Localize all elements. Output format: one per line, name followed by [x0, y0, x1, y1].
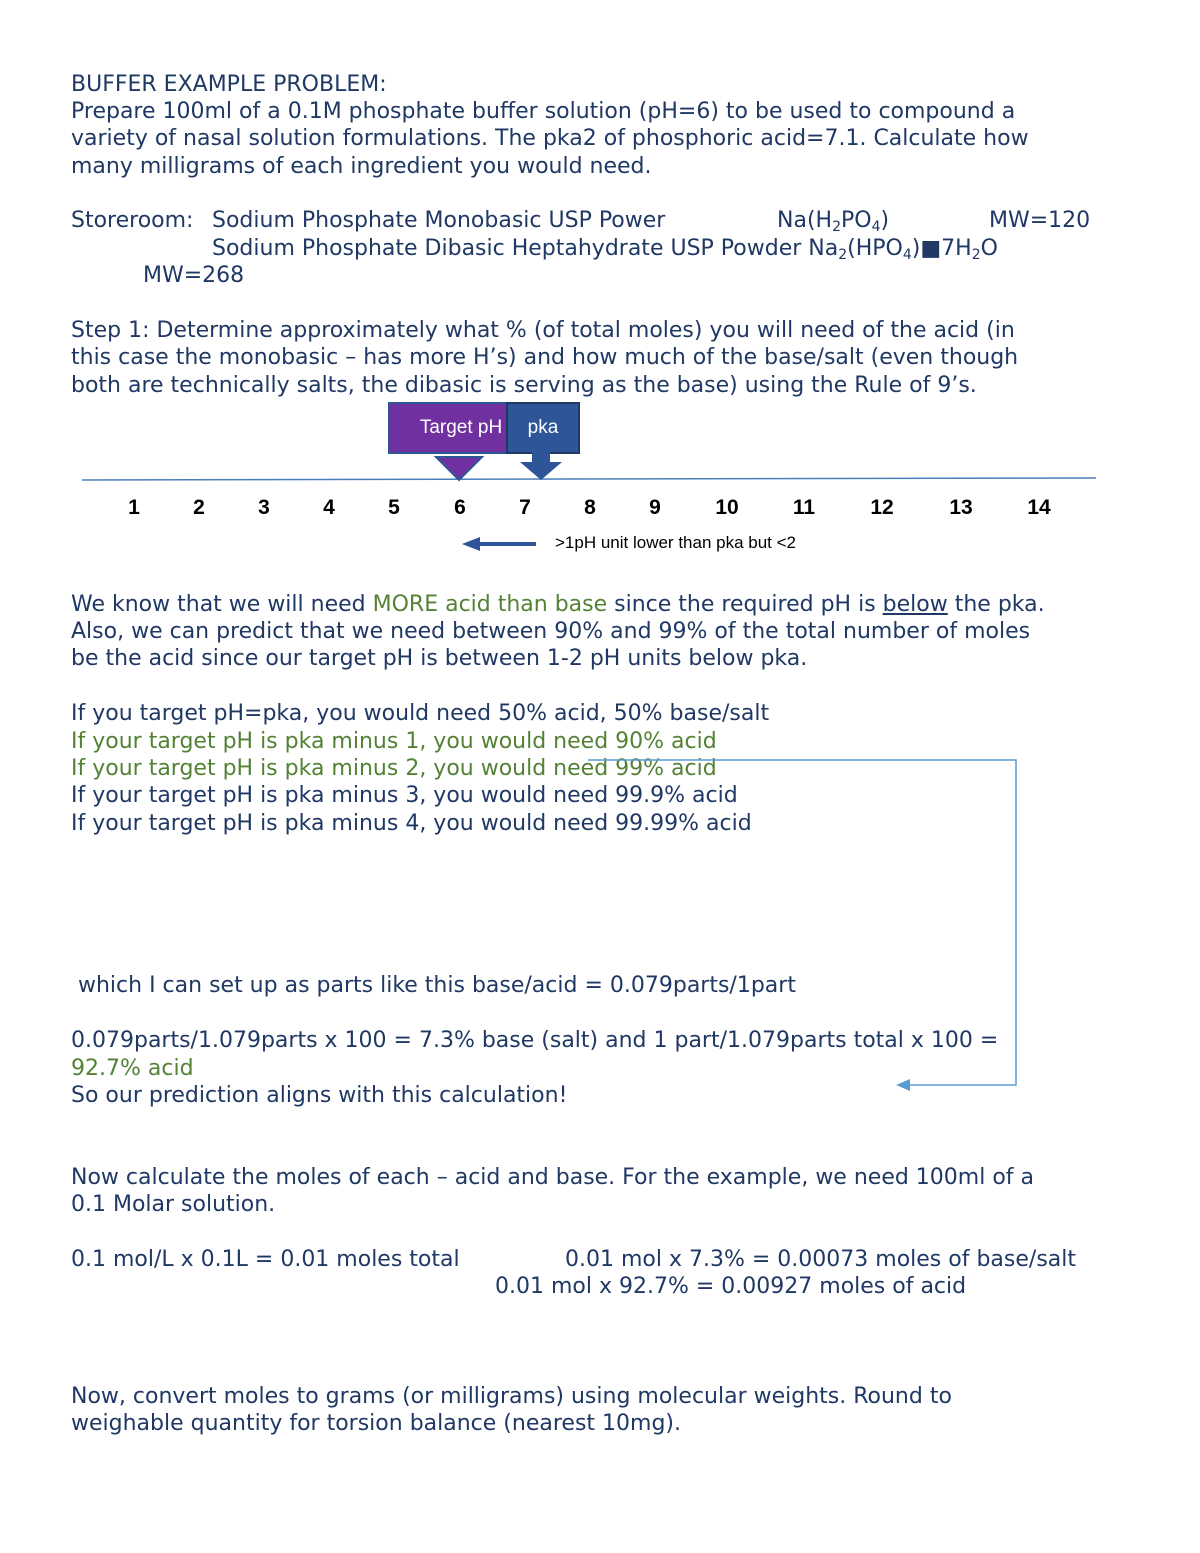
- storeroom-item-1: Sodium Phosphate Monobasic USP Power: [212, 208, 666, 233]
- calc-line-2: 92.7% acid: [71, 1056, 194, 1081]
- tick-8: 8: [584, 496, 596, 519]
- storeroom-label: Storeroom:: [71, 208, 194, 233]
- calc-line-1: 0.079parts/1.079parts x 100 = 7.3% base (salt) and 1 part/1.079parts total x 100 =: [71, 1028, 999, 1053]
- target-ph-box: Target pH: [388, 402, 534, 454]
- para2-line-3: be the acid since our target pH is between 1-2 pH units below pka.: [71, 646, 808, 671]
- problem-title: BUFFER EXAMPLE PROBLEM:: [71, 72, 387, 97]
- storeroom-item-1-formula: $Na(H_2PO_4)$: [777, 208, 890, 235]
- tick-5: 5: [388, 496, 400, 519]
- rule-line-5: If your target pH is pka minus 4, you would need 99.99% acid: [71, 811, 752, 836]
- tick-4: 4: [323, 496, 335, 519]
- tick-7: 7: [519, 496, 531, 519]
- intro-line-2: variety of nasal solution formulations. The pka2 of phosphoric acid=7.1. Calculate how: [71, 126, 1029, 151]
- parts-line: which I can set up as parts like this base/acid = 0.079parts/1part: [71, 973, 796, 998]
- tick-2: 2: [193, 496, 205, 519]
- tick-12: 12: [870, 496, 894, 519]
- moles-line-2: 0.1 Molar solution.: [71, 1192, 276, 1217]
- tick-13: 13: [949, 496, 973, 519]
- step1-line-1: Step 1: Determine approximately what % (of total moles) you will need of the acid (in: [71, 318, 1015, 343]
- step1-line-3: both are technically salts, the dibasic is serving as the base) using the Rule of 9’s.: [71, 373, 977, 398]
- moles-total: 0.1 mol/L x 0.1L = 0.01 moles total: [71, 1247, 460, 1272]
- rule-line-3: If your target pH is pka minus 2, you would need 99% acid: [71, 756, 717, 781]
- convert-line-2: weighable quantity for torsion balance (nearest 10mg).: [71, 1411, 681, 1436]
- intro-line-3: many milligrams of each ingredient you would need.: [71, 154, 652, 179]
- rule-line-4: If your target pH is pka minus 3, you would need 99.9% acid: [71, 783, 738, 808]
- para2-line-2: Also, we can predict that we need between 90% and 99% of the total number of moles: [71, 619, 1031, 644]
- rule-line-1: If you target pH=pka, you would need 50% acid, 50% base/salt: [71, 701, 770, 726]
- tick-9: 9: [649, 496, 661, 519]
- pka-box: pka: [506, 402, 580, 454]
- ph-range-note: >1pH unit lower than pka but <2: [555, 533, 796, 552]
- intro-line-1: Prepare 100ml of a 0.1M phosphate buffer solution (pH=6) to be used to compound a: [71, 99, 1016, 124]
- storeroom-item-2: Sodium Phosphate Dibasic Heptahydrate USP Powder $Na_2(HPO_4)■7H_2O$: [212, 236, 998, 263]
- step1-line-2: this case the monobasic – has more H’s) and how much of the base/salt (even though: [71, 345, 1019, 370]
- tick-3: 3: [258, 496, 270, 519]
- tick-1: 1: [128, 496, 140, 519]
- moles-acid: 0.01 mol x 92.7% = 0.00927 moles of acid: [495, 1274, 967, 1299]
- storeroom-item-1-mw: MW=120: [989, 208, 1091, 233]
- rule-line-2: If your target pH is pka minus 1, you would need 90% acid: [71, 729, 717, 754]
- storeroom-item-2-mw: MW=268: [143, 263, 245, 288]
- para2-line-1: We know that we will need MORE acid than base since the required pH is below the pka.: [71, 592, 1045, 617]
- moles-base: 0.01 mol x 7.3% = 0.00073 moles of base/salt: [565, 1247, 1076, 1272]
- tick-10: 10: [715, 496, 739, 519]
- moles-line-1: Now calculate the moles of each – acid and base. For the example, we need 100ml of a: [71, 1165, 1035, 1190]
- tick-11: 11: [792, 496, 816, 519]
- tick-14: 14: [1027, 496, 1051, 519]
- tick-6: 6: [454, 496, 466, 519]
- calc-line-3: So our prediction aligns with this calculation!: [71, 1083, 568, 1108]
- convert-line-1: Now, convert moles to grams (or milligrams) using molecular weights. Round to: [71, 1384, 952, 1409]
